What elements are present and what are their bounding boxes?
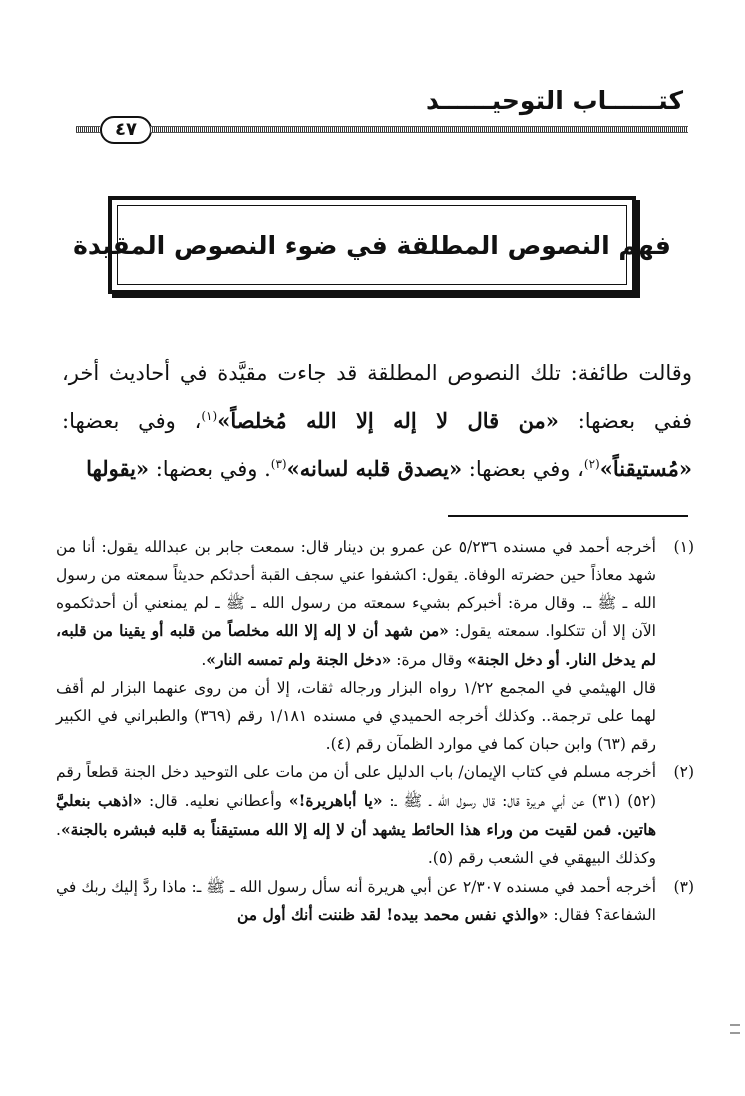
body-text-2: ، وفي بعضها:	[62, 409, 202, 433]
footnotes	[56, 534, 694, 931]
footnote-paragraph: قال الهيثمي في المجمع ١/٢٢ رواه البزار ورجاله ثقات، إلا أن من روى عنهما البزار لم أقف لهما على ترجمة.. وكذلك أخرجه الحميدي في مسنده ١/١٨١ رقم (٣٦٩) والطبراني في الكبير رقم (٦٣) وابن حبان كما في موارد الظمآن رقم (٤).	[56, 678, 656, 753]
footnote-body	[56, 534, 656, 758]
footnote-divider	[448, 515, 688, 517]
header-rule-left	[76, 126, 100, 133]
footnote-number: (٢)	[673, 763, 694, 782]
quote-heart-tongue: «يصدق قلبه لسانه»	[286, 456, 463, 481]
quote-says-it: «يقولها	[86, 456, 150, 481]
footnote-quote: «دخل الجنة ولم تمسه النار»	[206, 650, 392, 670]
quote-sincerely: «من قال لا إله إلا الله مُخلصاً»	[217, 408, 559, 433]
footnote-quote: «من شهد أن لا إله إلا الله مخلصاً من قلبه أو يقينا من قلبه، لم يدخل النار. أو دخل الجنة»	[56, 621, 656, 670]
footnote-paragraph	[56, 534, 656, 675]
header-rule-right	[150, 126, 688, 133]
footnote-quote: «اذهب بنعليَّ هاتين. فمن لقيت من وراء هذا الحائط يشهد أن لا إله إلا الله مستيقناً به قلبه فبشره بالجنة»	[56, 791, 656, 839]
footnote-text: أخرجه مسلم في كتاب الإيمان/ باب الدليل على أن من مات على التوحيد دخل الجنة قطعاً رقم (٥٢) (٣١) عن أبي هريرة قال: قال رسول الله ـ ﷺ ـ:	[56, 763, 656, 811]
section-title: فهم النصوص المطلقة في ضوء النصوص المقيدة	[73, 230, 671, 260]
footnote-ref-2: (٢)	[583, 457, 600, 471]
footnote-body	[56, 874, 656, 931]
section-title-box	[73, 196, 671, 294]
footnote-number: (١)	[673, 538, 694, 556]
body-paragraph	[62, 352, 692, 491]
footnote-2	[56, 759, 694, 872]
body-text-3: ، وفي بعضها:	[462, 457, 584, 481]
footnote-3	[56, 874, 694, 931]
footnote-text: . وكذلك البيهقي في الشعب رقم (٥).	[56, 820, 656, 867]
footnote-body	[56, 759, 656, 872]
footnote-ref-3: (٣)	[270, 457, 287, 471]
footnote-quote: «والذي نفس محمد بيده! لقد ظننت أنك أول من	[237, 905, 549, 925]
footnote-text: وأعطاني نعليه. قال:	[142, 792, 289, 811]
section-title-frame	[73, 205, 671, 285]
footnote-ref-1: (١)	[201, 409, 218, 423]
footnote-quote: «يا أباهريرة!»	[288, 791, 383, 811]
footnote-1	[56, 534, 694, 758]
page-number: ٤٧	[100, 116, 152, 144]
footnote-text: أخرجه أحمد في مسنده ٢/٣٠٧ عن أبي هريرة أنه سأل رسول الله ـ ﷺ ـ: ماذا ردَّ إليك ربك في الشفاعة؟ فقال:	[56, 877, 656, 925]
footnote-number: (٣)	[673, 877, 694, 896]
page-edge-mark	[730, 1024, 740, 1034]
footnote-text: أخرجه أحمد في مسنده ٥/٢٣٦ عن عمرو بن دينار قال: سمعت جابر بن عبدالله يقول: أنا من شهد معاذاً حين حضرته الوفاة. يقول: اكشفوا عني سجف القبة أحدثكم حديثاً سمعته من رسول الله ـ ﷺ ـ. وقال مرة: أخبركم بشيء سمعته من رسول الله ـ ﷺ ـ لم يمنعني أن أحدثكموه الآن إلا أن تتكلوا. سمعته يقول:	[56, 538, 656, 641]
footnote-text: وقال مرة:	[391, 651, 468, 670]
body-text-1: وقالت طائفة: تلك النصوص المطلقة قد جاءت مقيَّدة في أحاديث أخر، ففي بعضها:	[62, 361, 692, 433]
running-header-title: كتــــــاب التوحيــــــد	[426, 86, 683, 115]
footnote-text: .	[201, 651, 207, 670]
quote-certain: «مُستيقناً»	[599, 456, 692, 481]
body-text-4: . وفي بعضها:	[149, 457, 271, 481]
